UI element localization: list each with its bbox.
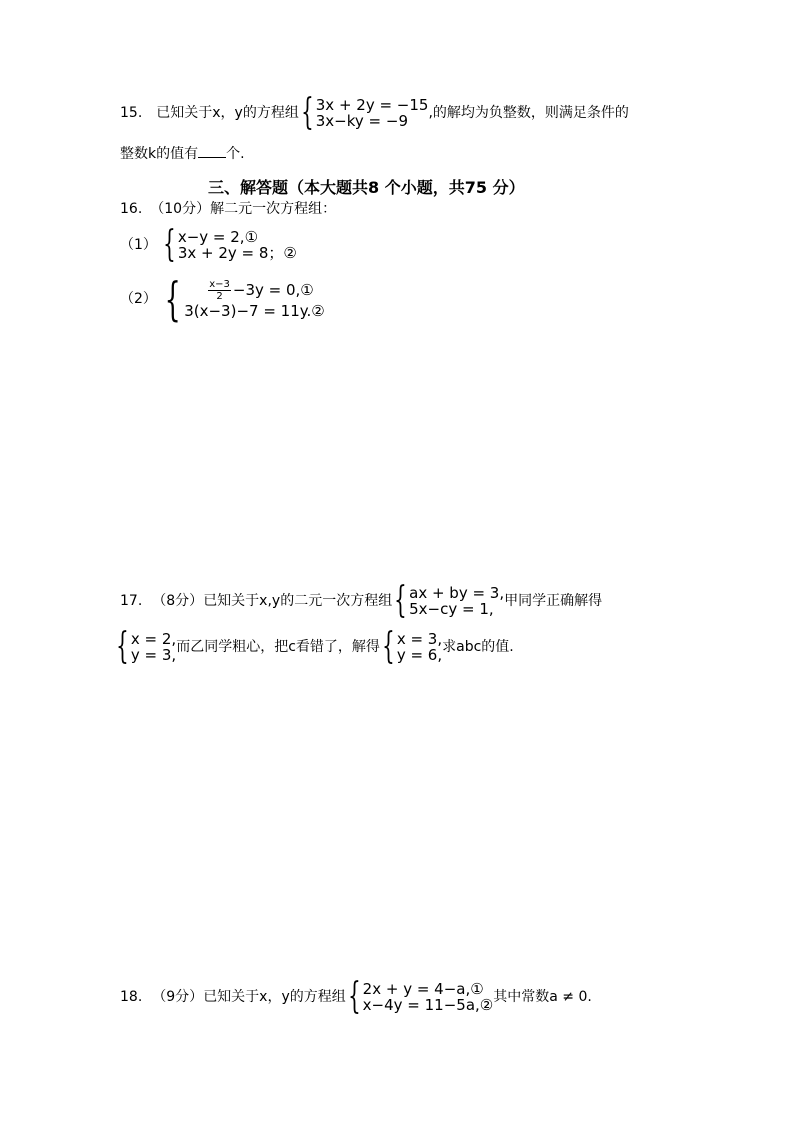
left-brace-icon: { <box>300 92 314 133</box>
q17-sol2-eq2: y = 6, <box>396 646 443 664</box>
q17-number: 17. <box>120 593 143 609</box>
q18-number: 18. <box>120 989 143 1005</box>
q16-p1-eq2: 3x + 2y = 8；② <box>177 244 297 262</box>
q16-part2 <box>120 274 325 324</box>
q16-intro <box>120 200 336 218</box>
section-count: 8 <box>368 178 380 197</box>
q16-p1-label: （1） <box>120 237 157 253</box>
q15-text-before: 已知关于x，y的方程组 <box>156 105 299 121</box>
q16-p2-system <box>161 272 325 326</box>
fraction <box>208 279 231 302</box>
q17-line2 <box>114 626 514 667</box>
fraction-denominator: 2 <box>216 290 223 302</box>
q16-number: 16. <box>120 201 143 217</box>
q18-system <box>346 976 494 1017</box>
left-brace-icon: { <box>164 272 181 326</box>
q16-p2-eq1-rest: −3y = 0,① <box>232 281 314 299</box>
answer-blank <box>198 144 226 158</box>
q15-line1 <box>120 92 629 133</box>
q17-score: （8分） <box>152 593 204 609</box>
q15-eq2: 3x−ky = −9 <box>315 112 408 130</box>
q16-part1 <box>120 224 297 265</box>
left-brace-icon: { <box>116 626 129 667</box>
q18-text-after: 其中常数a ≠ 0. <box>493 989 592 1005</box>
left-brace-icon: { <box>347 976 361 1017</box>
q17-line1 <box>120 580 603 621</box>
q15-number: 15. <box>120 105 143 121</box>
q17-sol1 <box>114 626 177 667</box>
q15-system <box>299 92 429 133</box>
q15-line2-before: 整数k的值有 <box>120 146 199 162</box>
q16-p1-eq1: x−y = 2,① <box>177 228 259 246</box>
q18-line1 <box>120 976 592 1017</box>
q17-system <box>392 580 505 621</box>
fraction-numerator: x−3 <box>209 278 230 290</box>
q16-text: 解二元一次方程组： <box>210 201 337 217</box>
q17-end-text: 求abc的值. <box>442 639 514 655</box>
q17-sol1-eq1: x = 2, <box>130 630 177 648</box>
left-brace-icon: { <box>163 224 176 265</box>
q17-sol2-eq1: x = 3, <box>396 630 443 648</box>
q18-eq2: x−4y = 11−5a,② <box>362 996 494 1014</box>
q16-p2-label: （2） <box>120 291 157 307</box>
q17-sol1-eq2: y = 3, <box>130 646 177 664</box>
q15-eq1: 3x + 2y = −15 <box>315 96 429 114</box>
q17-middle-text: 而乙同学粗心，把c看错了，解得 <box>176 639 380 655</box>
q15-line2-after: 个. <box>226 146 245 162</box>
q18-text-before: 已知关于x，y的方程组 <box>203 989 346 1005</box>
section-middle: 个小题，共 <box>379 178 465 197</box>
section-end: 分） <box>487 178 525 197</box>
q15-line2 <box>120 144 245 163</box>
q15-text-after: ,的解均为负整数，则满足条件的 <box>428 105 629 121</box>
section-heading <box>208 175 525 198</box>
left-brace-icon: { <box>394 580 407 621</box>
q16-p2-eq2: 3(x−3)−7 = 11y.② <box>184 301 325 320</box>
q17-text-after: 甲同学正确解得 <box>504 593 603 609</box>
q16-p1-system <box>161 224 297 265</box>
q16-p2-eq1 <box>184 279 325 302</box>
q17-eq1: ax + by = 3, <box>409 584 505 602</box>
q17-eq2: 5x−cy = 1, <box>409 600 494 618</box>
q16-score: （10分） <box>150 201 211 217</box>
left-brace-icon: { <box>382 626 395 667</box>
section-title: 三、解答题（本大题共 <box>208 178 369 197</box>
q17-text-before: 已知关于x,y的二元一次方程组 <box>203 593 393 609</box>
q18-score: （9分） <box>152 989 204 1005</box>
q17-sol2 <box>380 626 443 667</box>
q18-eq1: 2x + y = 4−a,① <box>362 980 484 998</box>
section-points: 75 <box>464 178 487 197</box>
